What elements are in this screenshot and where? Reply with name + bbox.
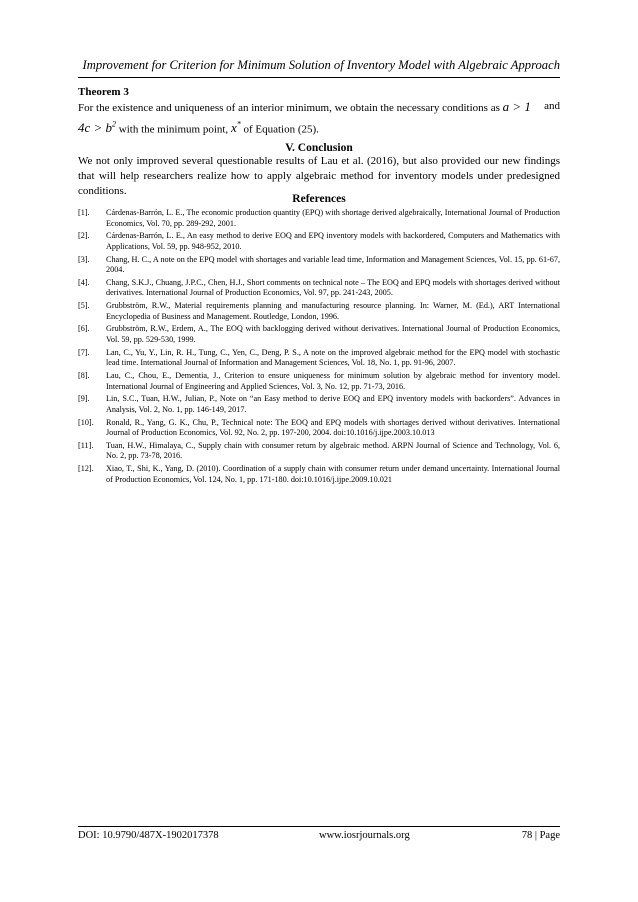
- condition-bc-base: 4c > b: [78, 120, 113, 136]
- reference-item: [78, 464, 560, 485]
- references-heading: References: [292, 193, 346, 205]
- reference-number: [5].: [78, 301, 90, 311]
- reference-item: [78, 441, 560, 462]
- theorem-title: Theorem 3: [78, 86, 129, 98]
- header-rule: [78, 77, 560, 78]
- minimum-point: [231, 120, 241, 135]
- footer-doi: DOI: 10.9790/487X-1902017378: [78, 830, 219, 841]
- reference-item: [78, 278, 560, 299]
- reference-item: [78, 208, 560, 229]
- minimum-point-base: x: [230, 120, 237, 136]
- reference-number: [10].: [78, 417, 94, 427]
- reference-text: Xiao, T., Shi, K., Yang, D. (2010). Coordination of a supply chain with consumer return under demand uncertainty. International Journal of Production Economics, Vol. 124, No. 1, pp. 171-180. doi:10.1016/j.ijpe.2009.10.021: [106, 464, 560, 484]
- condition-a: a > 1: [502, 99, 531, 114]
- reference-text: Chang, H. C., A note on the EPQ model with shortages and variable lead time, Information and Management Sciences, Vol. 15, pp. 61-67, 2004.: [106, 254, 560, 275]
- and-word: and: [544, 100, 560, 112]
- condition-bc: [78, 120, 116, 135]
- conclusion-heading: V. Conclusion: [285, 142, 353, 154]
- reference-item: [78, 371, 560, 392]
- running-header: Improvement for Criterion for Minimum Solution of Inventory Model with Algebraic Approach: [82, 58, 560, 72]
- reference-number: [3].: [78, 254, 90, 264]
- reference-text: Lan, C., Yu, Y., Lin, R. H., Tung, C., Yen, C., Deng, P. S., A note on the improved algebraic method for the EPQ model with stochastic lead time. International Journal of Information and Management Sciences, Vol. 18, No. 1, pp. 91-96, 2007.: [106, 347, 560, 368]
- condition-bc-exponent: 2: [112, 120, 117, 129]
- reference-text: Lin, S.C., Tuan, H.W., Julian, P., Note on “an Easy method to derive EOQ and EPQ inventory models with backorders”. Advances in Analysis, Vol. 2, No. 1, pp. 146-149, 2017.: [106, 394, 560, 414]
- theorem-line-2: [78, 117, 560, 137]
- reference-number: [12].: [78, 464, 94, 474]
- reference-number: [7].: [78, 347, 90, 357]
- reference-item: [78, 301, 560, 322]
- reference-number: [9].: [78, 394, 90, 404]
- footer-rule: [78, 826, 560, 827]
- theorem-line-1: [78, 99, 560, 116]
- reference-text: Ronald, R., Yang, G. K., Chu, P., Technical note: The EOQ and EPQ models with shortages derived without derivatives. International Journal of Production Economics, Vol. 92, No. 2, pp. 197-200, 2004. doi:10.1016/j.ijpe.2003.10.013: [106, 417, 560, 438]
- reference-item: [78, 255, 560, 276]
- minimum-point-exponent: *: [236, 120, 241, 129]
- reference-text: Tuan, H.W., Himalaya, C., Supply chain with consumer return by algebraic method. ARPN Journal of Science and Technology, Vol. 6, No. 2, pp. 73-78, 2016.: [106, 440, 560, 461]
- reference-number: [6].: [78, 324, 90, 334]
- reference-list: [78, 208, 560, 488]
- reference-text: Lau, C., Chou, E., Dementia, J., Criterion to ensure uniqueness for minimum solution by algebraic method for inventory model. International Journal of Engineering and Applied Sciences, Vol. 3, No. 12, pp. 71-73, 2016.: [106, 371, 560, 391]
- reference-number: [1].: [78, 208, 90, 217]
- reference-text: Chang, S.K.J., Chuang, J.P.C., Chen, H.J., Short comments on technical note – The EOQ and EPQ models with shortages derived without derivatives. International Journal of Production Economics, Vol. 97, pp. 241-243, 2005.: [106, 277, 560, 298]
- theorem-text-mid: with the minimum point,: [118, 123, 229, 136]
- reference-number: [4].: [78, 277, 90, 287]
- reference-text: Grubbström, R.W., Material requirements planning and manufacturing resource planning. In: Warner, M. (Ed.), ART International Encyclopedia of Business and Management. Routledge, London, 1996.: [106, 301, 560, 321]
- reference-item: [78, 324, 560, 345]
- reference-text: Cárdenas-Barrón, L. E., The economic production quantity (EPQ) with shortage derived algebraically, International Journal of Production Economics, Vol. 70, pp. 289-292, 2001.: [106, 208, 560, 228]
- reference-number: [11].: [78, 440, 94, 450]
- footer-page-number: 78 | Page: [521, 830, 560, 841]
- theorem-text-before: For the existence and uniqueness of an interior minimum, we obtain the necessary conditions as: [78, 102, 500, 114]
- reference-item: [78, 348, 560, 369]
- footer-website: www.iosrjournals.org: [319, 830, 410, 841]
- conclusion-text: We not only improved several questionable results of Lau et al. (2016), but also provided our new findings that will help researchers realize how to apply algebraic method for inventory models under predesigned conditions.: [78, 155, 560, 197]
- theorem-text-after: of Equation (25).: [243, 123, 319, 136]
- reference-number: [2].: [78, 231, 90, 241]
- reference-item: [78, 394, 560, 415]
- reference-item: [78, 418, 560, 439]
- reference-text: Cárdenas-Barrón, L. E., An easy method to derive EOQ and EPQ inventory models with backordered, Computers and Mathematics with Applications, Vol. 59, pp. 948-952, 2010.: [106, 231, 560, 251]
- reference-item: [78, 231, 560, 252]
- reference-number: [8].: [78, 371, 90, 381]
- reference-text: Grubbström, R.W., Erdem, A., The EOQ with backlogging derived without derivatives. International Journal of Production Economics, Vol. 59, pp. 529-530, 1999.: [106, 324, 560, 344]
